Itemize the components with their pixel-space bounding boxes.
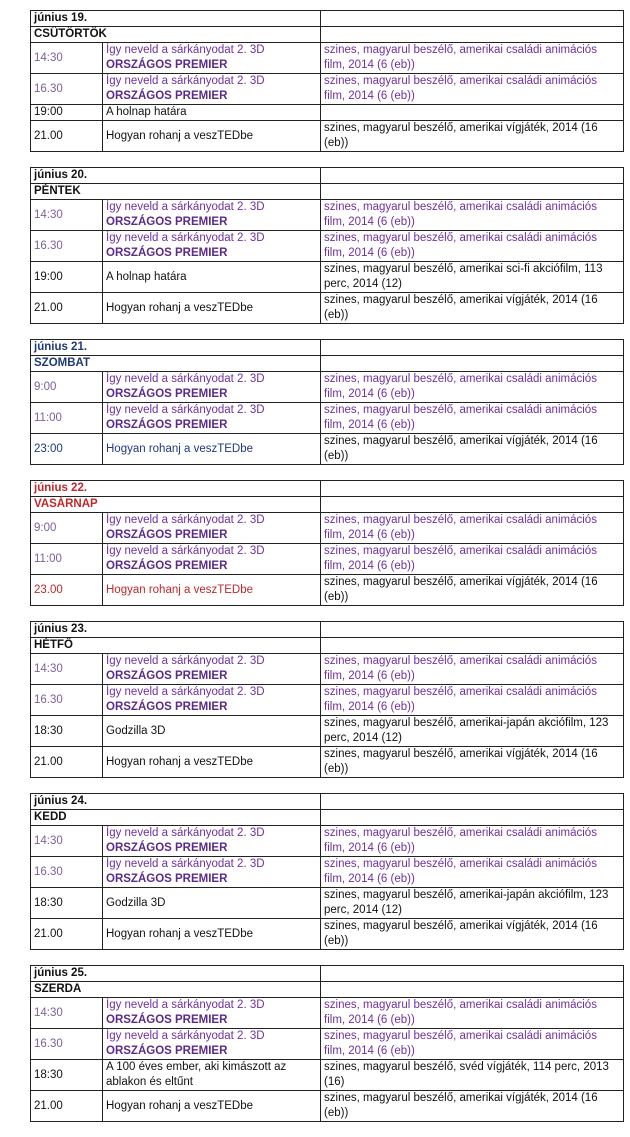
screening-row (31, 998, 624, 1029)
day-date: június 24. (31, 794, 321, 810)
film-title (103, 747, 321, 778)
screening-row (31, 716, 624, 747)
day-date: június 25. (31, 966, 321, 982)
day-date: június 21. (31, 340, 321, 356)
screening-row (31, 200, 624, 231)
screening-time: 14:30 (31, 826, 103, 857)
empty-cell (321, 27, 624, 43)
screening-time: 16.30 (31, 231, 103, 262)
film-description: szines, magyarul beszélő, amerikai családi animációs film, 2014 (6 (eb)) (321, 654, 624, 685)
screening-time: 9:00 (31, 513, 103, 544)
film-title-text: A 100 éves ember, aki kimászott az ablakon és eltűnt (106, 1061, 287, 1088)
film-description: szines, magyarul beszélő, amerikai vígjáték, 2014 (16 (eb)) (321, 747, 624, 778)
empty-cell (321, 810, 624, 826)
film-title-text: Így neveld a sárkányodat 2. 3D (106, 75, 265, 87)
film-title-text: Így neveld a sárkányodat 2. 3D (106, 858, 265, 870)
film-title (103, 231, 321, 262)
day-date-row (31, 168, 624, 184)
film-title-text: Így neveld a sárkányodat 2. 3D (106, 827, 265, 839)
screening-row (31, 74, 624, 105)
film-description (321, 105, 624, 121)
film-title (103, 403, 321, 434)
day-table (30, 965, 624, 1122)
film-title (103, 888, 321, 919)
screening-row (31, 403, 624, 434)
film-title (103, 716, 321, 747)
screening-time: 23.00 (31, 575, 103, 606)
film-description: szines, magyarul beszélő, amerikai családi animációs film, 2014 (6 (eb)) (321, 200, 624, 231)
day-name-row (31, 497, 624, 513)
film-description: szines, magyarul beszélő, amerikai családi animációs film, 2014 (6 (eb)) (321, 544, 624, 575)
day-table (30, 339, 624, 465)
screening-row (31, 262, 624, 293)
film-title-text: Így neveld a sárkányodat 2. 3D (106, 655, 265, 667)
day-name: SZERDA (31, 982, 321, 998)
film-title-text: Így neveld a sárkányodat 2. 3D (106, 1030, 265, 1042)
film-title-text: Hogyan rohanj a veszTEDbe (106, 301, 254, 314)
film-title (103, 293, 321, 324)
film-description: szines, magyarul beszélő, amerikai családi animációs film, 2014 (6 (eb)) (321, 74, 624, 105)
screening-time: 14:30 (31, 43, 103, 74)
premier-label: ORSZÁGOS PREMIER (106, 701, 228, 713)
film-description: szines, magyarul beszélő, amerikai sci-fi akciófilm, 113 perc, 2014 (12) (321, 262, 624, 293)
film-title-text: A holnap határa (106, 270, 187, 283)
film-title-text: Godzilla 3D (106, 896, 166, 909)
screening-row (31, 1029, 624, 1060)
film-description: szines, magyarul beszélő, amerikai vígjáték, 2014 (16 (eb)) (321, 1091, 624, 1122)
screening-time: 16.30 (31, 685, 103, 716)
day-table (30, 793, 624, 950)
screening-time: 21.00 (31, 747, 103, 778)
screening-row (31, 826, 624, 857)
premier-label: ORSZÁGOS PREMIER (106, 419, 228, 431)
premier-label: ORSZÁGOS PREMIER (106, 1045, 228, 1057)
film-title (103, 74, 321, 105)
screening-row (31, 1091, 624, 1122)
film-title (103, 654, 321, 685)
screening-time: 14:30 (31, 998, 103, 1029)
film-description: szines, magyarul beszélő, amerikai családi animációs film, 2014 (6 (eb)) (321, 513, 624, 544)
film-description: szines, magyarul beszélő, amerikai családi animációs film, 2014 (6 (eb)) (321, 372, 624, 403)
day-name-row (31, 356, 624, 372)
film-title (103, 434, 321, 465)
screening-row (31, 372, 624, 403)
empty-cell (321, 184, 624, 200)
screening-row (31, 747, 624, 778)
premier-label: ORSZÁGOS PREMIER (106, 216, 228, 228)
film-title-text: A holnap határa (106, 106, 187, 118)
film-title-text: Így neveld a sárkányodat 2. 3D (106, 201, 265, 213)
screening-row (31, 293, 624, 324)
empty-cell (321, 794, 624, 810)
screening-time: 18:30 (31, 716, 103, 747)
empty-cell (321, 497, 624, 513)
day-name-row (31, 27, 624, 43)
screening-row (31, 544, 624, 575)
film-title (103, 262, 321, 293)
day-date: június 20. (31, 168, 321, 184)
premier-label: ORSZÁGOS PREMIER (106, 873, 228, 885)
film-description: szines, magyarul beszélő, amerikai családi animációs film, 2014 (6 (eb)) (321, 826, 624, 857)
film-title-text: Így neveld a sárkányodat 2. 3D (106, 545, 265, 557)
screening-time: 14:30 (31, 200, 103, 231)
screening-row (31, 857, 624, 888)
screening-row (31, 919, 624, 950)
day-table (30, 480, 624, 606)
screening-time: 21.00 (31, 121, 103, 152)
film-title-text: Így neveld a sárkányodat 2. 3D (106, 686, 265, 698)
day-name: SZOMBAT (31, 356, 321, 372)
day-name-row (31, 982, 624, 998)
day-name: CSÜTÖRTÖK (31, 27, 321, 43)
film-title (103, 121, 321, 152)
film-title-text: Hogyan rohanj a veszTEDbe (106, 1099, 254, 1112)
screening-time: 11:00 (31, 403, 103, 434)
day-name-row (31, 638, 624, 654)
film-title-text: Így neveld a sárkányodat 2. 3D (106, 514, 265, 526)
screening-row (31, 685, 624, 716)
screening-time: 18:30 (31, 888, 103, 919)
film-title (103, 105, 321, 121)
premier-label: ORSZÁGOS PREMIER (106, 842, 228, 854)
film-title-text: Hogyan rohanj a veszTEDbe (106, 129, 254, 142)
film-title (103, 1060, 321, 1091)
film-description: szines, magyarul beszélő, amerikai családi animációs film, 2014 (6 (eb)) (321, 43, 624, 74)
premier-label: ORSZÁGOS PREMIER (106, 1014, 228, 1026)
screening-row (31, 105, 624, 121)
premier-label: ORSZÁGOS PREMIER (106, 388, 228, 400)
screening-row (31, 231, 624, 262)
premier-label: ORSZÁGOS PREMIER (106, 529, 228, 541)
screening-row (31, 513, 624, 544)
film-title (103, 685, 321, 716)
film-description: szines, magyarul beszélő, amerikai családi animációs film, 2014 (6 (eb)) (321, 231, 624, 262)
day-date: június 19. (31, 11, 321, 27)
film-title (103, 1029, 321, 1060)
screening-time: 9:00 (31, 372, 103, 403)
screening-time: 19:00 (31, 262, 103, 293)
day-date-row (31, 966, 624, 982)
screening-time: 21.00 (31, 1091, 103, 1122)
film-description: szines, magyarul beszélő, amerikai-japán akciófilm, 123 perc, 2014 (12) (321, 888, 624, 919)
film-description: szines, magyarul beszélő, amerikai családi animációs film, 2014 (6 (eb)) (321, 403, 624, 434)
film-title-text: Godzilla 3D (106, 724, 166, 737)
film-description: szines, magyarul beszélő, amerikai családi animációs film, 2014 (6 (eb)) (321, 857, 624, 888)
screening-row (31, 654, 624, 685)
screening-row (31, 121, 624, 152)
premier-label: ORSZÁGOS PREMIER (106, 59, 228, 71)
screening-time: 16.30 (31, 857, 103, 888)
day-name-row (31, 184, 624, 200)
film-title (103, 513, 321, 544)
film-title (103, 43, 321, 74)
screening-time: 16.30 (31, 1029, 103, 1060)
film-title (103, 1091, 321, 1122)
day-table (30, 621, 624, 778)
premier-label: ORSZÁGOS PREMIER (106, 670, 228, 682)
screening-time: 19:00 (31, 105, 103, 121)
empty-cell (321, 622, 624, 638)
day-date-row (31, 340, 624, 356)
film-title (103, 372, 321, 403)
screening-row (31, 43, 624, 74)
film-title-text: Hogyan rohanj a veszTEDbe (106, 927, 254, 940)
screening-time: 11:00 (31, 544, 103, 575)
empty-cell (321, 340, 624, 356)
premier-label: ORSZÁGOS PREMIER (106, 90, 228, 102)
day-date-row (31, 794, 624, 810)
film-description: szines, magyarul beszélő, amerikai vígjáték, 2014 (16 (eb)) (321, 919, 624, 950)
film-title (103, 544, 321, 575)
day-date: június 23. (31, 622, 321, 638)
screening-time: 21.00 (31, 293, 103, 324)
empty-cell (321, 168, 624, 184)
film-description: szines, magyarul beszélő, amerikai vígjáték, 2014 (16 (eb)) (321, 434, 624, 465)
day-date-row (31, 481, 624, 497)
screening-time: 16.30 (31, 74, 103, 105)
film-description: szines, magyarul beszélő, amerikai családi animációs film, 2014 (6 (eb)) (321, 998, 624, 1029)
premier-label: ORSZÁGOS PREMIER (106, 560, 228, 572)
day-date-row (31, 11, 624, 27)
day-table (30, 10, 624, 152)
film-title-text: Így neveld a sárkányodat 2. 3D (106, 404, 265, 416)
film-title (103, 575, 321, 606)
film-description: szines, magyarul beszélő, amerikai vígjáték, 2014 (16 (eb)) (321, 575, 624, 606)
empty-cell (321, 982, 624, 998)
day-table (30, 167, 624, 324)
day-date-row (31, 622, 624, 638)
film-description: szines, magyarul beszélő, amerikai családi animációs film, 2014 (6 (eb)) (321, 685, 624, 716)
empty-cell (321, 11, 624, 27)
day-name: PÉNTEK (31, 184, 321, 200)
schedule (30, 10, 623, 1137)
day-name-row (31, 810, 624, 826)
film-title-text: Így neveld a sárkányodat 2. 3D (106, 373, 265, 385)
day-name: KEDD (31, 810, 321, 826)
film-title-text: Így neveld a sárkányodat 2. 3D (106, 44, 265, 56)
screening-row (31, 1060, 624, 1091)
day-name: HÉTFŐ (31, 638, 321, 654)
film-title (103, 200, 321, 231)
film-title-text: Hogyan rohanj a veszTEDbe (106, 583, 254, 596)
day-name: VASÁRNAP (31, 497, 321, 513)
screening-time: 14:30 (31, 654, 103, 685)
film-description: szines, magyarul beszélő, amerikai vígjáték, 2014 (16 (eb)) (321, 293, 624, 324)
film-title-text: Így neveld a sárkányodat 2. 3D (106, 232, 265, 244)
film-title (103, 826, 321, 857)
empty-cell (321, 638, 624, 654)
film-title-text: Hogyan rohanj a veszTEDbe (106, 442, 254, 455)
premier-label: ORSZÁGOS PREMIER (106, 247, 228, 259)
film-description: szines, magyarul beszélő, amerikai-japán akciófilm, 123 perc, 2014 (12) (321, 716, 624, 747)
screening-time: 23:00 (31, 434, 103, 465)
film-description: szines, magyarul beszélő, svéd vígjáték, 114 perc, 2013 (16) (321, 1060, 624, 1091)
film-title (103, 998, 321, 1029)
film-description: szines, magyarul beszélő, amerikai vígjáték, 2014 (16 (eb)) (321, 121, 624, 152)
screening-row (31, 888, 624, 919)
film-title (103, 857, 321, 888)
empty-cell (321, 481, 624, 497)
screening-time: 18:30 (31, 1060, 103, 1091)
empty-cell (321, 356, 624, 372)
screening-time: 21.00 (31, 919, 103, 950)
film-title-text: Így neveld a sárkányodat 2. 3D (106, 999, 265, 1011)
screening-row (31, 434, 624, 465)
film-description: szines, magyarul beszélő, amerikai családi animációs film, 2014 (6 (eb)) (321, 1029, 624, 1060)
film-title (103, 919, 321, 950)
empty-cell (321, 966, 624, 982)
day-date: június 22. (31, 481, 321, 497)
screening-row (31, 575, 624, 606)
film-title-text: Hogyan rohanj a veszTEDbe (106, 755, 254, 768)
